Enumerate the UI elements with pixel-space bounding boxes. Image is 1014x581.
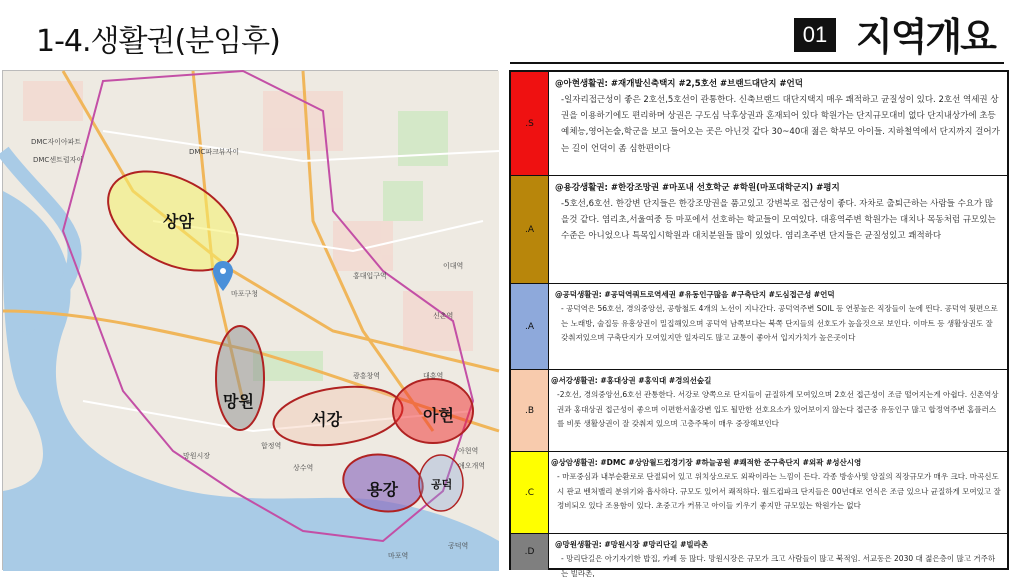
place-label: 아현역	[458, 447, 479, 455]
table-row	[511, 370, 1007, 452]
header-divider	[510, 62, 1004, 64]
row-tags: @공덕생활권: #공덕역쿼트로역세권 #유동인구많음 #구축단지 #도심접근성 #언덕	[555, 290, 835, 299]
grade-cell: .B	[511, 370, 549, 451]
table-row	[511, 452, 1007, 534]
district-table	[509, 70, 1009, 578]
place-label: 공덕역	[448, 542, 469, 550]
row-body: -5호선,6호선. 한강변 단지들은 한강조망권을 품고있고 강변북로 접근성이 좋다. 자차로 출퇴근하는 사람들 수요가 많을것 같다. 염리초,서울여중 등 마포에서 선호하는 학교들이 모여있다. 대흥역주변 학원가는 대치나 목동처럼 규모있는 수준은 아니었으나 특목입시학원과 대치분원들 많이 있었다. 염리초주변 단지들은 균질성있고 쾌적하다	[561, 199, 996, 242]
row-tags: @서강생활권: #홍대상권 #홍익대 #경의선숲길	[551, 376, 712, 385]
place-label: 상수역	[293, 464, 314, 472]
row-content	[555, 76, 1001, 157]
table-row	[511, 284, 1007, 370]
place-label: 합정역	[261, 442, 282, 450]
place-label: 이대역	[443, 262, 464, 270]
row-body: - 공덕역은 56호선, 경의중앙선, 공항철도 4개의 노선이 지나간다. 공덕역주변 SOIL 등 연봉높은 직장들이 눈에 띈다. 공덕역 뒷편으로는 노래방, 술집등 유흥상권이 밀집해있으며 공덕역 남쪽보다는 북쪽 단지들의 선호도가 높을것으로 보인다. 이마트 등 생활상권도 잘 갖춰져있으며 구축단지가 모여있지만 일자리도 많고 교통이 좋아서 입지가치가 높은곳이다	[561, 304, 998, 342]
grade-cell: .S	[511, 72, 549, 175]
place-label: 홍대입구역	[353, 272, 387, 280]
place-label: 망원시장	[183, 452, 211, 460]
zone-label-mangwon[interactable]: 망원	[223, 392, 254, 411]
zone-label-ahyeon[interactable]: 아현	[423, 406, 454, 425]
row-content	[555, 538, 1001, 581]
page-title: 1-4.생활권(분임후)	[36, 24, 280, 59]
grade-cell: .D	[511, 534, 549, 570]
row-body: - 마포중심과 내부순환로로 단절되어 있고 위치상으로도 외곽이라는 느낌이 든다. 각종 방송사및 앙질의 직장규모가 매우 크다. 마곡신도시 판교 벤처밸리 분위기와 흡사하다. 규모도 있어서 쾌적하다. 월드컵파크 단지들은 00년대로 연식은 조금 있으나 균질하게 모여있고 잘 정비되오 있다 조용함이 있다. 초중고가 커뮤고 아이들 키우기 좋지만 규모있는 학원가는 없다	[557, 472, 1001, 510]
row-tags: @망원생활권: #망원시장 #망리단길 #빌라촌	[555, 540, 709, 549]
table-row	[511, 176, 1007, 284]
grade-cell: .C	[511, 452, 549, 533]
row-content	[551, 456, 1001, 513]
row-content	[551, 374, 1001, 431]
place-label: 애오개역	[458, 462, 486, 470]
table-row	[511, 534, 1007, 578]
row-tags: @용강생활권: #한강조망권 #마포내 선호학군 #학원(마포대학군지) #평지	[555, 183, 840, 193]
zone-label-yonggang[interactable]: 용강	[367, 480, 398, 499]
row-body: -2호선, 경의중앙선,6호선 관통한다. 서강로 양쪽으로 단지들이 균질하게 모여있으며 2호선 접근성이 조금 떨어지는게 아쉽다. 신촌역상권과 홍대상권 접근성이 좋으며 이편한서울강변 입도 될만한 선호요소가 있어보이지 않는다 접근중 유동인구 많고 합정역주변 홈플러스를 비롯 생활상권이 잘 갖춰져 있으며 고층주복이 매우 중장해보인다	[557, 390, 999, 428]
row-tags: @아현생활권: #재개발신축택지 #2,5호선 #브랜드대단지 #언덕	[555, 79, 803, 89]
section-number: 01	[794, 18, 836, 52]
place-label: DMC센트럴자이	[33, 156, 84, 164]
row-content	[555, 180, 1001, 245]
zone-label-seogang[interactable]: 서강	[311, 410, 342, 429]
district-map[interactable]	[2, 70, 498, 570]
zone-label-gongdeok[interactable]: 공덕	[431, 478, 453, 491]
grade-cell: .A	[511, 176, 549, 283]
row-body: - 망리단길은 아기자기한 밥집, 카페 등 많다. 망원시장은 규모가 크고 사람들이 많고 북적임. 서교동은 2030 대 젊은층이 많고 거주하는 빌라촌,	[561, 554, 996, 578]
place-label: 마포역	[388, 552, 409, 560]
row-body: -일자리접근성이 좋은 2호선,5호선이 관통한다. 신축브랜드 대단지택지 매우 쾌적하고 균질성이 있다. 2호선 역세권 상권을 이용하기에도 편리하며 상권은 구도심 낙후상권과 혼재되어 있다 학원가는 단지규모대비 없다 단지내상가에 초등예체능,영어논술,학군을 보고 들어오는 곳은 아닌것 같다 30~40대 젊은 학부모 아이들. 지하철역에서 단지까지 걸어가는 길이 언덕이 좀 심한편이다	[561, 95, 1000, 154]
place-label: 마포구청	[231, 290, 259, 298]
place-label: 대흥역	[423, 372, 444, 380]
grade-cell: .A	[511, 284, 549, 369]
table-row	[511, 72, 1007, 176]
place-label: DMC자이아파트	[31, 138, 82, 146]
section-title: 지역개요	[856, 15, 995, 59]
row-tags: @상암생활권: #DMC #상암월드컵경기장 #하늘공원 #쾌적한 준구축단지 #외곽 #성산시영	[551, 458, 862, 467]
place-label: 광흥창역	[353, 372, 381, 380]
row-content	[555, 288, 1001, 345]
zone-label-sangam[interactable]: 상암	[163, 212, 194, 231]
place-label: 신촌역	[433, 312, 454, 320]
place-label: DMC파크뷰자이	[189, 148, 240, 156]
